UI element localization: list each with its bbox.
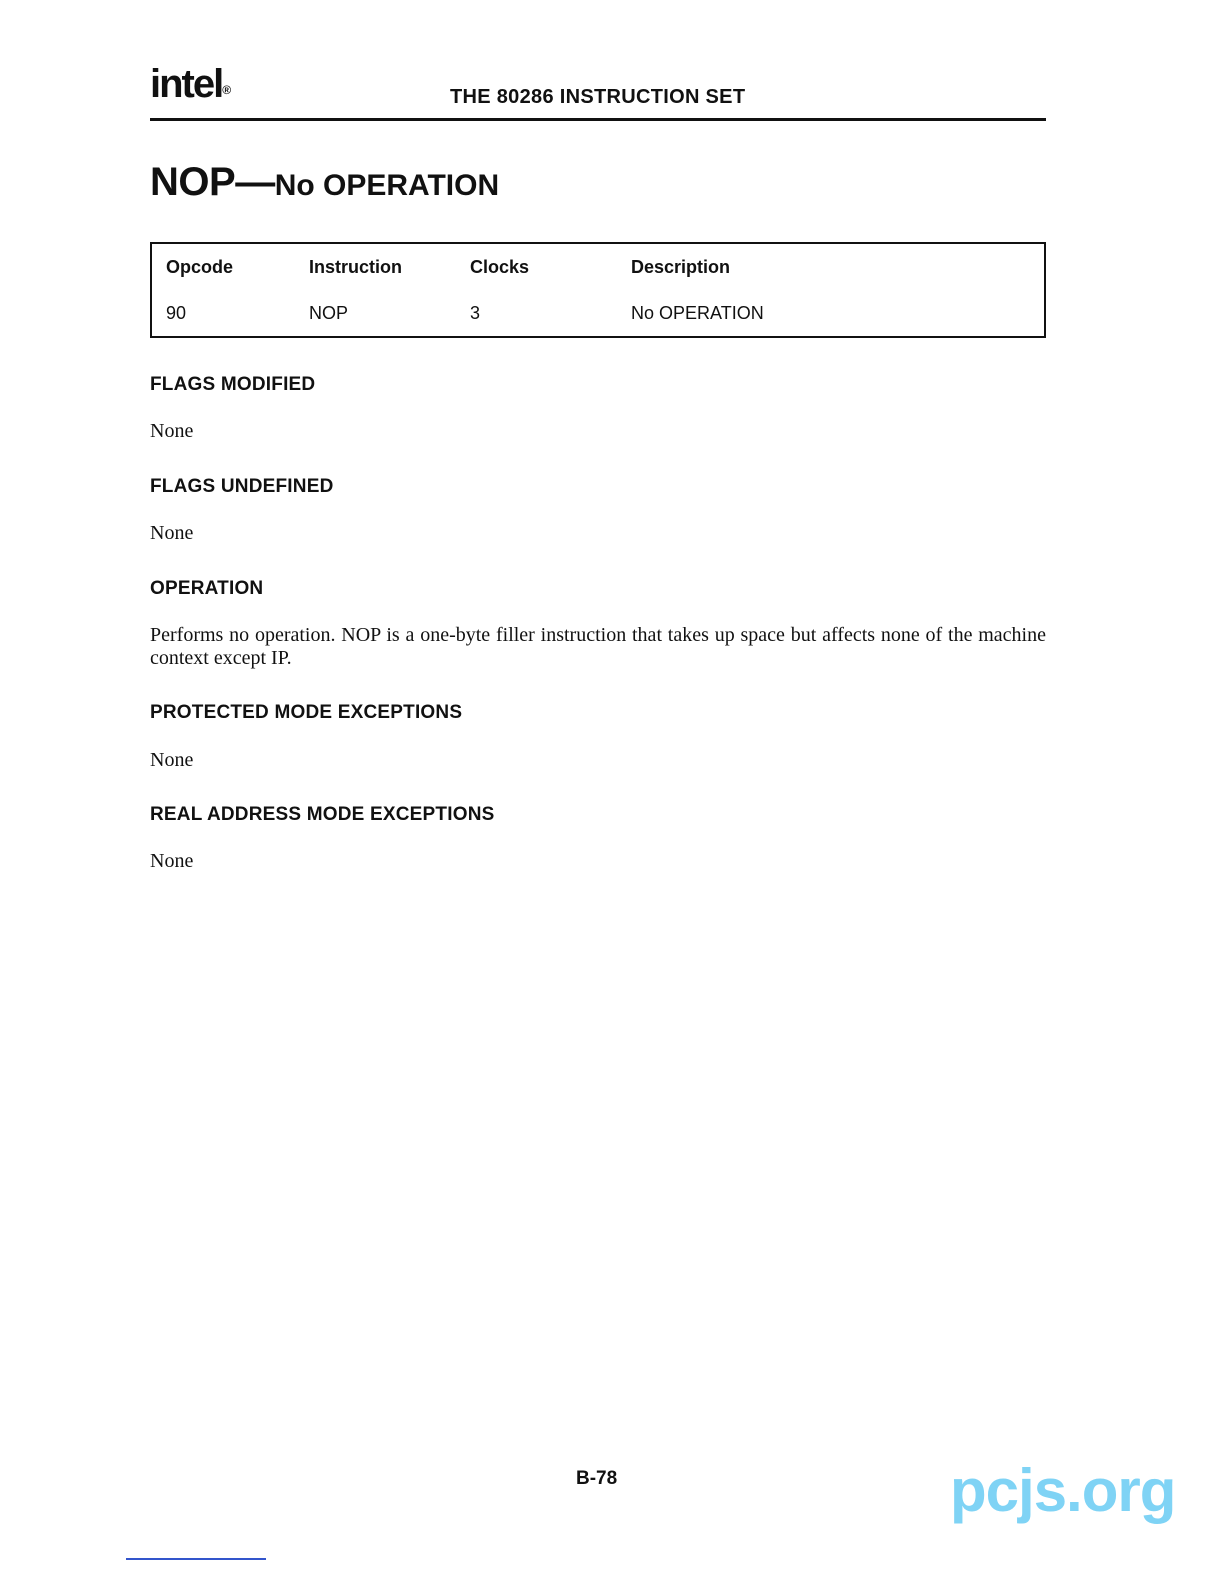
page-title <box>150 160 499 205</box>
link-underline <box>126 1558 266 1560</box>
pcjs-watermark: pcjs.org <box>950 1457 1176 1524</box>
table-row <box>152 290 1044 336</box>
column-header-opcode: Opcode <box>166 256 234 277</box>
title-dash: — <box>235 160 275 204</box>
cell-description: No OPERATION <box>631 302 764 323</box>
section-body-flags-undefined: None <box>150 522 194 544</box>
section-heading-operation: OPERATION <box>150 578 264 599</box>
column-header-description: Description <box>631 256 731 277</box>
section-body-real-address-mode-exceptions: None <box>150 850 194 872</box>
header-divider <box>150 118 1046 121</box>
column-header-clocks: Clocks <box>470 256 530 277</box>
column-header-instruction: Instruction <box>309 256 402 277</box>
section-body-protected-mode-exceptions: None <box>150 749 194 771</box>
title-mnemonic: NOP <box>150 160 236 204</box>
section-heading-real-address-mode-exceptions: REAL ADDRESS MODE EXCEPTIONS <box>150 804 495 825</box>
opcode-table <box>150 242 1046 338</box>
section-heading-flags-undefined: FLAGS UNDEFINED <box>150 476 334 497</box>
title-name: No OPERATION <box>274 169 500 202</box>
cell-opcode: 90 <box>166 302 187 323</box>
section-body-operation: Performs no operation. NOP is a one-byte filler instruction that takes up space but affects none of the machine context except IP. <box>150 624 1046 669</box>
page-number: B-78 <box>576 1468 618 1489</box>
table-header-row <box>152 244 1044 290</box>
section-heading-flags-modified: FLAGS MODIFIED <box>150 374 316 395</box>
section-heading-protected-mode-exceptions: PROTECTED MODE EXCEPTIONS <box>150 702 463 723</box>
section-body-flags-modified: None <box>150 420 194 442</box>
header-title: THE 80286 INSTRUCTION SET <box>450 86 746 108</box>
intel-logo: intel® <box>150 62 230 106</box>
cell-instruction: NOP <box>309 302 349 323</box>
cell-clocks: 3 <box>470 302 481 323</box>
